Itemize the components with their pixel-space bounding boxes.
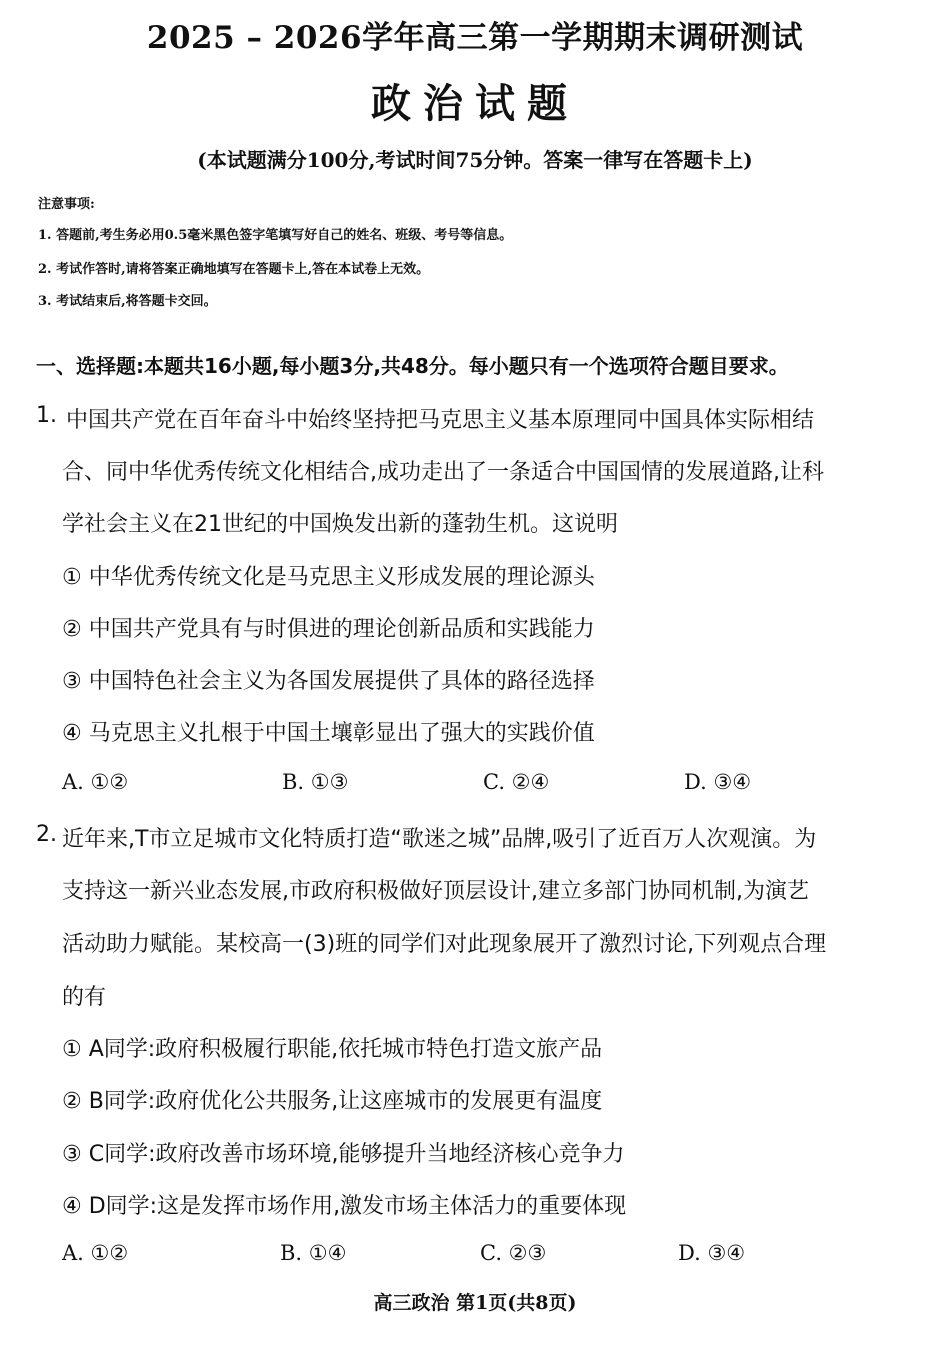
- question-text-line: 合、同中华优秀传统文化相结合,成功走出了一条适合中国国情的发展道路,让科: [62, 460, 824, 485]
- answer-choice-d: D. ③④: [684, 770, 752, 794]
- answer-choice-b: B. ①④: [280, 1241, 347, 1265]
- statement-option: ④ D同学:这是发挥市场作用,激发市场主体活力的重要体现: [62, 1194, 627, 1219]
- answer-choice-b: B. ①③: [282, 770, 349, 794]
- subject-title: 政治试题: [371, 80, 579, 127]
- notice-item: 2. 考试作答时,请将答案正确地填写在答题卡上,答在本试卷上无效。: [38, 262, 430, 277]
- notice-item: 3. 考试结束后,将答题卡交回。: [38, 294, 217, 309]
- question-text-line: 近年来,T市立足城市文化特质打造“歌迷之城”品牌,吸引了近百万人次观演。为: [62, 827, 817, 852]
- answer-choice-a: A. ①②: [62, 1241, 129, 1265]
- page-footer: 高三政治 第1页(共8页): [373, 1292, 577, 1314]
- question-text-line: 活动助力赋能。某校高一(3)班的同学们对此现象展开了激烈讨论,下列观点合理: [62, 932, 827, 957]
- question-text-line: 中国共产党在百年奋斗中始终坚持把马克思主义基本原理同中国具体实际相结: [66, 408, 815, 433]
- statement-option: ③ C同学:政府改善市场环境,能够提升当地经济核心竞争力: [62, 1142, 625, 1167]
- answer-choice-c: C. ②④: [483, 770, 550, 794]
- question-number: 1.: [36, 403, 57, 428]
- notice-heading: 注意事项:: [38, 197, 95, 212]
- statement-option: ① A同学:政府积极履行职能,依托城市特色打造文旅产品: [62, 1037, 603, 1062]
- answer-choice-a: A. ①②: [62, 770, 129, 794]
- question-text-line: 学社会主义在21世纪的中国焕发出新的蓬勃生机。这说明: [62, 512, 618, 537]
- exam-title: 2025 – 2026学年高三第一学期期末调研测试: [146, 20, 804, 56]
- exam-info: (本试题满分100分,考试时间75分钟。答案一律写在答题卡上): [197, 148, 753, 172]
- question-text-line: 支持这一新兴业态发展,市政府积极做好顶层设计,建立多部门协同机制,为演艺: [62, 879, 809, 904]
- statement-option: ② 中国共产党具有与时俱进的理论创新品质和实践能力: [62, 617, 595, 642]
- answer-choice-d: D. ③④: [678, 1241, 746, 1265]
- statement-option: ① 中华优秀传统文化是马克思主义形成发展的理论源头: [62, 565, 595, 590]
- answer-choice-c: C. ②③: [480, 1241, 547, 1265]
- notice-item: 1. 答题前,考生务必用0.5毫米黑色签字笔填写好自己的姓名、班级、考号等信息。: [38, 228, 513, 243]
- statement-option: ③ 中国特色社会主义为各国发展提供了具体的路径选择: [62, 669, 595, 694]
- question-text-line: 的有: [62, 985, 107, 1010]
- section-heading: 一、选择题:本题共16小题,每小题3分,共48分。每小题只有一个选项符合题目要求。: [36, 354, 789, 378]
- statement-option: ② B同学:政府优化公共服务,让这座城市的发展更有温度: [62, 1089, 603, 1114]
- statement-option: ④ 马克思主义扎根于中国土壤彰显出了强大的实践价值: [62, 721, 595, 746]
- question-number: 2.: [36, 822, 57, 847]
